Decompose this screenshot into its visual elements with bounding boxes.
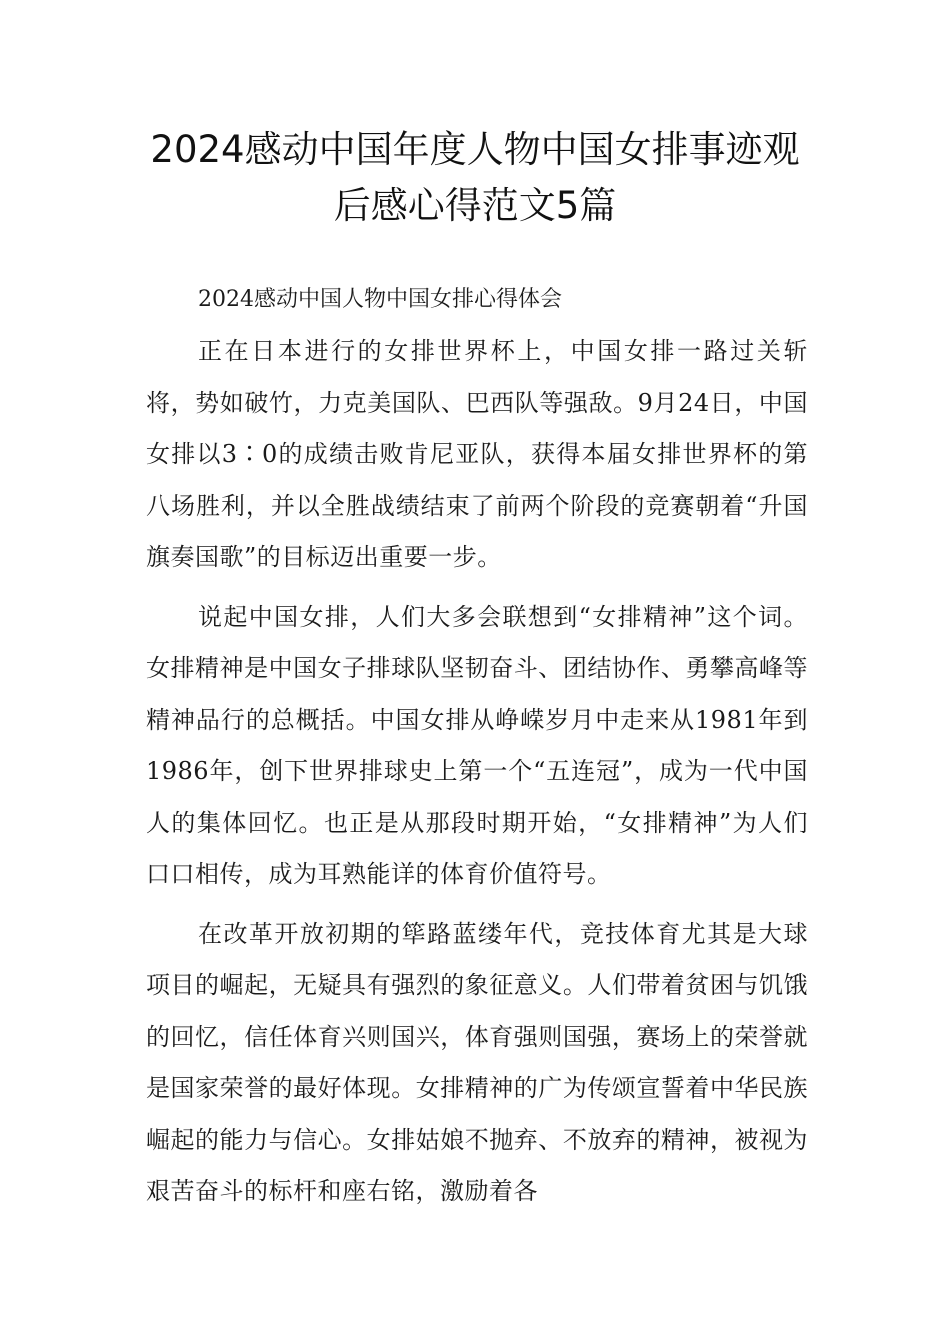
paragraph-3: 在改革开放初期的筚路蓝缕年代，竞技体育尤其是大球项目的崛起，无疑具有强烈的象征意义。人们带着贫困与饥饿的回忆，信任体育兴则国兴，体育强则国强，赛场上的荣誉就是国家荣誉的最好体现。女排精神的广为传颂宣誓着中华民族崛起的能力与信心。女排姑娘不抛弃、不放弃的精神，被视为艰苦奋斗的标杆和座右铭，激励着各 bbox=[146, 919, 808, 1205]
paragraph-2: 说起中国女排，人们大多会联想到“女排精神”这个词。女排精神是中国女子排球队坚韧奋斗、团结协作、勇攀高峰等精神品行的总概括。中国女排从峥嵘岁月中走来从1981年到1986年，创下世界排球史上第一个“五连冠”，成为一代中国人的集体回忆。也正是从那段时期开始，“女排精神”为人们口口相传，成为耳熟能详的体育价值符号。 bbox=[146, 602, 808, 888]
title-line-1: 2024感动中国年度人物中国女排事迹观 bbox=[150, 128, 800, 171]
document-title bbox=[0, 122, 950, 234]
document-body bbox=[146, 278, 808, 1218]
section-subtitle: 2024感动中国人物中国女排心得体会 bbox=[198, 287, 562, 312]
title-line-2: 后感心得范文5篇 bbox=[333, 184, 617, 227]
paragraph-1: 正在日本进行的女排世界杯上，中国女排一路过关斩将，势如破竹，力克美国队、巴西队等强敌。9月24日，中国女排以3∶0的成绩击败肯尼亚队，获得本届女排世界杯的第八场胜利，并以全胜战绩结束了前两个阶段的竞赛朝着“升国旗奏国歌”的目标迈出重要一步。 bbox=[146, 337, 808, 571]
